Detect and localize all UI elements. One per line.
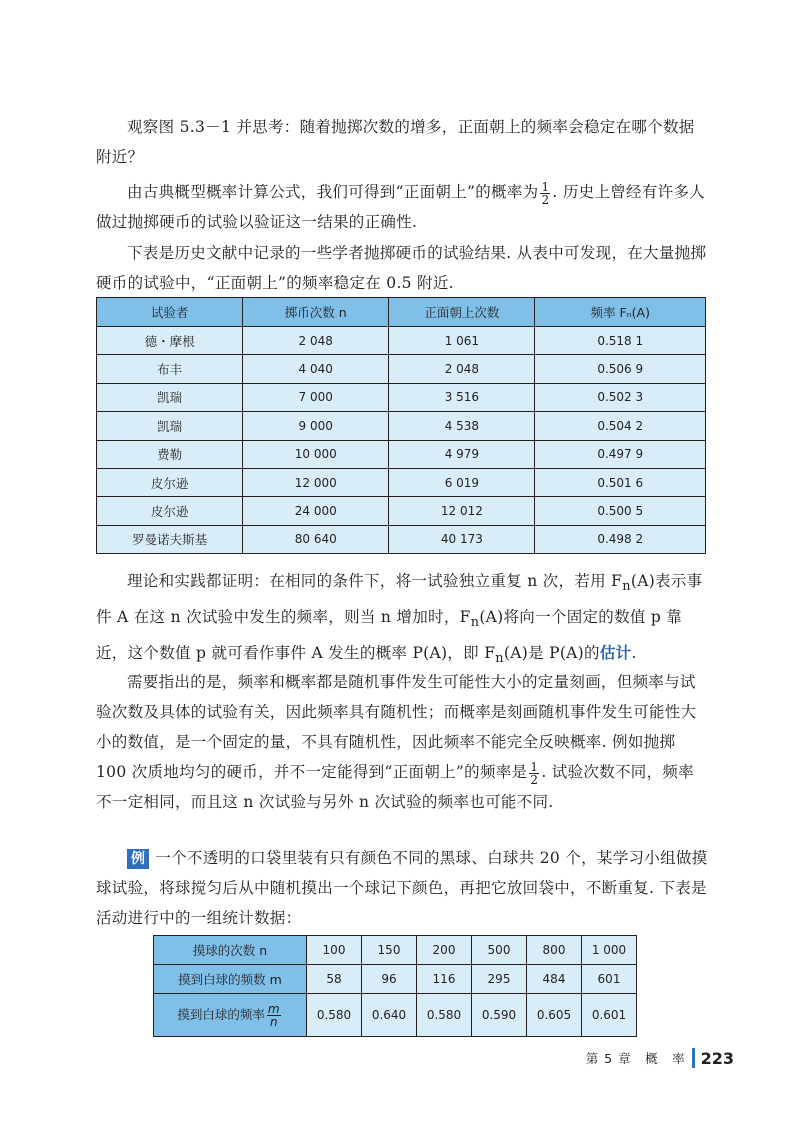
table-cell: 601 bbox=[582, 965, 637, 994]
table-row bbox=[97, 440, 706, 468]
table-cell: 6 019 bbox=[389, 468, 535, 496]
col-header-heads: 正面朝上次数 bbox=[389, 298, 535, 327]
table2-row-counts bbox=[154, 965, 637, 994]
table-cell: 150 bbox=[362, 936, 417, 965]
table-cell: 116 bbox=[417, 965, 472, 994]
table-cell: 40 173 bbox=[389, 525, 535, 553]
table-cell: 0.504 2 bbox=[535, 412, 706, 440]
table2-row-trials bbox=[154, 936, 637, 965]
term-estimate: 估计 bbox=[599, 643, 632, 663]
table-cell: 10 000 bbox=[243, 440, 389, 468]
table-cell: 凯瑞 bbox=[97, 412, 243, 440]
p4-text-c: (A)将向一个固定的数值 p 靠近，这个数值 p 就可看作事件 A 发生的概率 P(A)，即 F bbox=[96, 608, 683, 663]
paragraph-classical-probability bbox=[96, 177, 708, 237]
example-text: 一个不透明的口袋里装有只有颜色不同的黑球、白球共 20 个，某学习小组做摸球试验，将球搅匀后从中随机摸出一个球记下颜色，再把它放回袋中，不断重复. 下表是活动进行中的一组统计数据： bbox=[96, 849, 708, 927]
table-cell: 800 bbox=[527, 936, 582, 965]
paragraph-table-intro: 下表是历史文献中记录的一些学者抛掷硬币的试验结果. 从表中可发现，在大量抛掷硬币的试验中，“正面朝上”的频率稳定在 0.5 附近. bbox=[96, 244, 707, 292]
p4-text-d: (A)是 P(A)的 bbox=[503, 644, 600, 663]
p2-text-b: . 历史上曾经有许多人做过抛掷硬币的试验以验证这一结果的正确性. bbox=[96, 183, 706, 231]
p4-sub-1: n bbox=[622, 579, 631, 595]
table-cell: 1 000 bbox=[582, 936, 637, 965]
table-cell: 12 012 bbox=[389, 497, 535, 525]
table-cell: 0.497 9 bbox=[535, 440, 706, 468]
table-cell: 1 061 bbox=[389, 327, 535, 355]
table-row bbox=[97, 412, 706, 440]
col-header-frequency: 频率 Fₙ(A) bbox=[535, 298, 706, 327]
table-row bbox=[97, 497, 706, 525]
table-cell: 12 000 bbox=[243, 468, 389, 496]
table-cell: 0.605 bbox=[527, 994, 582, 1037]
table-row bbox=[97, 355, 706, 383]
table-cell: 500 bbox=[472, 936, 527, 965]
table-cell: 0.580 bbox=[307, 994, 362, 1037]
row-label-counts: 摸到白球的频数 m bbox=[154, 965, 307, 994]
table-cell: 4 538 bbox=[389, 412, 535, 440]
example-badge: 例 bbox=[127, 849, 149, 869]
table-cell: 0.502 3 bbox=[535, 383, 706, 411]
p4-text-b: (A)表示事件 A 在这 n 次试验中发生的频率，则当 n 增加时，F bbox=[96, 572, 703, 627]
table-cell: 皮尔逊 bbox=[97, 497, 243, 525]
table-header-row bbox=[97, 298, 706, 327]
p2-text-a: 由古典概型概率计算公式，我们可得到“正面朝上”的概率为 bbox=[127, 183, 539, 201]
page-footer bbox=[586, 1048, 734, 1068]
table-cell: 24 000 bbox=[243, 497, 389, 525]
coin-toss-table bbox=[96, 297, 706, 554]
table-cell: 2 048 bbox=[389, 355, 535, 383]
p4-text-a: 理论和实践都证明：在相同的条件下，将一试验独立重复 n 次，若用 F bbox=[127, 572, 623, 590]
table-cell: 484 bbox=[527, 965, 582, 994]
table-cell: 4 040 bbox=[243, 355, 389, 383]
table-cell: 0.601 bbox=[582, 994, 637, 1037]
table-cell: 0.500 5 bbox=[535, 497, 706, 525]
table-cell: 96 bbox=[362, 965, 417, 994]
table-cell: 罗曼诺夫斯基 bbox=[97, 525, 243, 553]
paragraph-theory bbox=[96, 566, 708, 674]
fraction-m-over-n: $\frac{m}{n}$ bbox=[267, 1001, 280, 1029]
table-cell: 布丰 bbox=[97, 355, 243, 383]
table-cell: 0.506 9 bbox=[535, 355, 706, 383]
chapter-label: 第 5 章 概 率 bbox=[585, 1051, 686, 1066]
fraction-one-half-2: $\frac{1}{2}$ bbox=[530, 759, 539, 787]
table-cell: 200 bbox=[417, 936, 472, 965]
table-cell: 295 bbox=[472, 965, 527, 994]
table-cell: 100 bbox=[307, 936, 362, 965]
table-cell: 0.518 1 bbox=[535, 327, 706, 355]
paragraph-observe: 观察图 5.3－1 并思考：随着抛掷次数的增多，正面朝上的频率会稳定在哪个数据附近？ bbox=[96, 118, 695, 166]
table-cell: 0.498 2 bbox=[535, 525, 706, 553]
table-cell: 4 979 bbox=[389, 440, 535, 468]
ball-draw-table bbox=[153, 935, 637, 1037]
table-row bbox=[97, 468, 706, 496]
row-label-trials: 摸球的次数 n bbox=[154, 936, 307, 965]
table-cell: 0.501 6 bbox=[535, 468, 706, 496]
table-cell: 凯瑞 bbox=[97, 383, 243, 411]
p4-sub-2: n bbox=[470, 615, 480, 631]
footer-divider bbox=[692, 1048, 695, 1068]
table-cell: 费勒 bbox=[97, 440, 243, 468]
fraction-one-half: $\frac{1}{2}$ bbox=[541, 179, 550, 207]
col-header-tosses: 掷币次数 n bbox=[243, 298, 389, 327]
paragraph-frequency-vs-probability bbox=[96, 667, 708, 817]
table-cell: 7 000 bbox=[243, 383, 389, 411]
table-cell: 0.580 bbox=[417, 994, 472, 1037]
page-number: 223 bbox=[700, 1048, 734, 1068]
table-cell: 58 bbox=[307, 965, 362, 994]
table-cell: 9 000 bbox=[243, 412, 389, 440]
p5-text-b: . 试验次数不同，频率不一定相同，而且这 n 次试验与另外 n 次试验的频率也可能不同. bbox=[96, 763, 694, 811]
p5-text-a: 需要指出的是，频率和概率都是随机事件发生可能性大小的定量刻画，但频率与试验次数及具体的试验有关，因此频率具有随机性；而概率是刻画随机事件发生可能性大小的数值，是一个固定的量，不具有随机性，因此频率不能完全反映概率. 例如抛掷 100 次质地均匀的硬币，并不一定能得到“正面朝上”的频率是 bbox=[96, 673, 697, 781]
row-label-freqs bbox=[154, 994, 307, 1037]
table-cell: 德・摩根 bbox=[97, 327, 243, 355]
table-row bbox=[97, 383, 706, 411]
table-cell: 2 048 bbox=[243, 327, 389, 355]
table-cell: 80 640 bbox=[243, 525, 389, 553]
table-cell: 皮尔逊 bbox=[97, 468, 243, 496]
row-label-freqs-text: 摸到白球的频率 bbox=[177, 1006, 265, 1022]
p4-sub-3: n bbox=[495, 651, 504, 667]
table-cell: 0.640 bbox=[362, 994, 417, 1037]
table2-row-freqs bbox=[154, 994, 637, 1037]
table-row bbox=[97, 327, 706, 355]
p4-end: . bbox=[631, 644, 637, 663]
col-header-experimenter: 试验者 bbox=[97, 298, 243, 327]
example-paragraph bbox=[96, 843, 708, 933]
table-cell: 3 516 bbox=[389, 383, 535, 411]
table-row bbox=[97, 525, 706, 553]
table-cell: 0.590 bbox=[472, 994, 527, 1037]
